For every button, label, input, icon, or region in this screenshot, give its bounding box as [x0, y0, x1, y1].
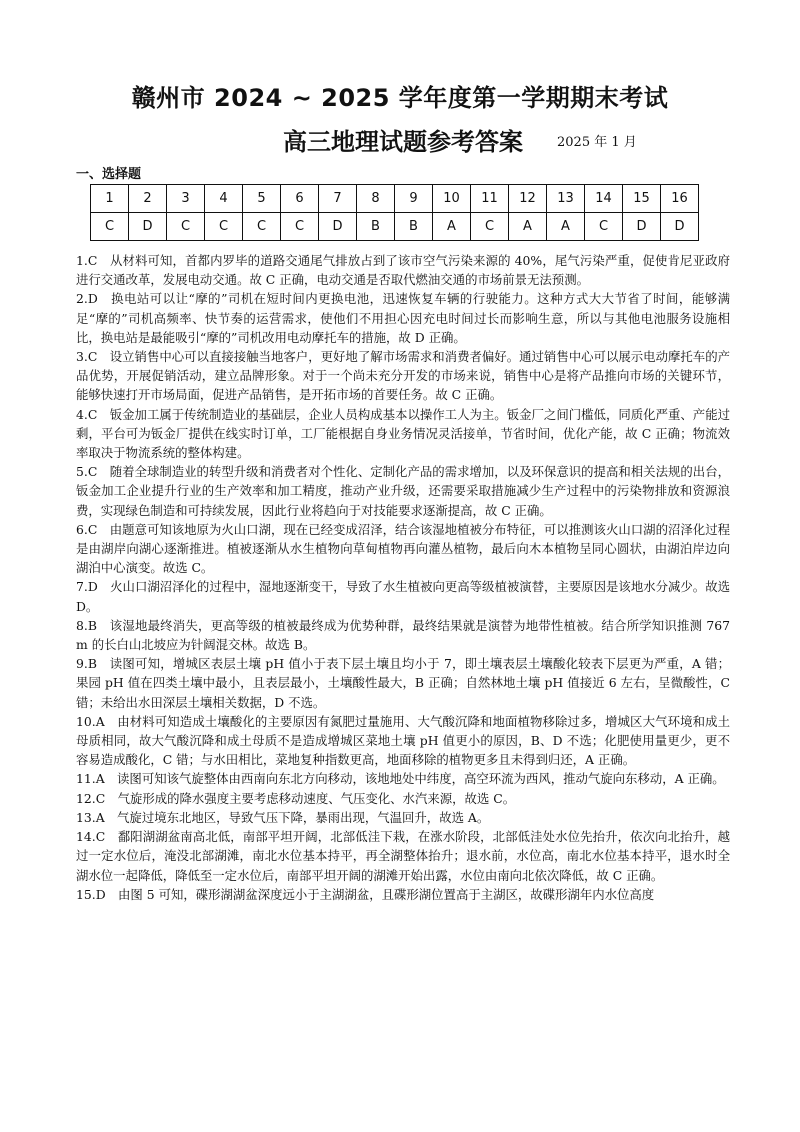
question-number-cell: 6: [281, 185, 319, 213]
question-number-cell: 3: [167, 185, 205, 213]
explanation-item: 12.C 气旋形成的降水强度主要考虑移动速度、气压变化、水汽来源，故选 C。: [76, 790, 516, 806]
answer-cell: C: [243, 213, 281, 241]
answer-cell: C: [205, 213, 243, 241]
answer-cell: A: [433, 213, 471, 241]
question-number-cell: 12: [509, 185, 547, 213]
answer-cell: D: [129, 213, 167, 241]
answer-key-title: 高三地理试题参考答案: [283, 128, 523, 156]
question-number-cell: 9: [395, 185, 433, 213]
explanation-list: [76, 251, 730, 904]
question-number-cell: 5: [243, 185, 281, 213]
explanation-item: 10.A 由材料可知造成土壤酸化的主要原因有氮肥过量施用、大气酸沉降和地面植物移除过多，增城区大气环境和成土母质相同，故大气酸沉降和成土母质不是造成增城区菜地土壤 pH 值更小的原因，B、D 不选；化肥使用量更少，更不容易造成酸化，C 错；与水田相比，菜地复种指数更高，地面移除的植物更多且未得到归还，A 正确。: [76, 713, 730, 768]
answer-cell: A: [547, 213, 585, 241]
explanation-item: 9.B 读图可知，增城区表层土壤 pH 值小于表下层土壤且均小于 7，即土壤表层土壤酸化较表下层更为严重，A 错；果园 pH 值在四类土壤中最小，且表层最小，土壤酸性最大，B 正确；自然林地土壤 pH 值接近 6 左右，呈微酸性，C 错；未给出水田深层土壤相关数据，D 不选。: [76, 656, 730, 710]
explanation-item: 2.D 换电站可以让“摩的”司机在短时间内更换电池，迅速恢复车辆的行驶能力。这种方式大大节省了时间，能够满足“摩的”司机高频率、快节奏的运营需求，使他们不用担心因充电时间过长而影响生意，所以与其他电池服务设施相比，换电站是最能吸引“摩的”司机改用电动摩托车的措施，故 D 正确。: [76, 291, 730, 345]
question-number-cell: 2: [129, 185, 167, 213]
answer-cell: C: [167, 213, 205, 241]
question-number-cell: 7: [319, 185, 357, 213]
answer-cell: C: [281, 213, 319, 241]
explanation-item: 1.C 从材料可知，首都内罗毕的道路交通尾气排放占到了该市空气污染来源的 40%，尾气污染严重，促使肯尼亚政府进行交通改革，发展电动交通。故 C 正确，电动交通是否取代燃油交通的市场前景无法预测。: [76, 253, 730, 288]
question-number-cell: 16: [661, 185, 699, 213]
question-number-cell: 10: [433, 185, 471, 213]
question-number-cell: 4: [205, 185, 243, 213]
explanation-item: 8.B 该湿地最终消失，更高等级的植被最终成为优势种群，最终结果就是演替为地带性植被。结合所学知识推测 767m 的长白山北坡应为针阔混交林。故选 B。: [76, 617, 730, 653]
answer-table: [90, 184, 699, 241]
explanation-item: 6.C 由题意可知该地原为火山口湖，现在已经变成沼泽，结合该湿地植被分布特征，可以推测该火山口湖的沼泽化过程是由湖岸向湖心逐渐推进。植被逐渐从水生植物向草甸植物再向灌丛植物，最后向木本植物呈同心圆状，由湖泊岸边向湖泊中心演变。故选 C。: [76, 521, 730, 576]
question-number-cell: 8: [357, 185, 395, 213]
exam-title: 赣州市 2024 ~ 2025 学年度第一学期期末考试: [131, 84, 669, 112]
question-number-cell: 13: [547, 185, 585, 213]
explanation-item: 4.C 钣金加工属于传统制造业的基础层，企业人员构成基本以操作工人为主。钣金厂之间门槛低，同质化严重、产能过剩，平台可为钣金厂提供在线实时订单，工厂能根据自身业务情况灵活接单，节省时间，优化产能，故 C 正确；物流效率取决于物流系统的整体构建。: [76, 406, 730, 461]
explanation-item: 7.D 火山口湖沼泽化的过程中，湿地逐渐变干，导致了水生植被向更高等级植被演替，主要原因是该地水分减少。故选 D。: [76, 579, 730, 614]
answer-cell: B: [357, 213, 395, 241]
question-number-cell: 1: [91, 185, 129, 213]
explanation-item: 15.D 由图 5 可知，碟形湖湖盆深度远小于主湖湖盆，且碟形湖位置高于主湖区，故碟形湖年内水位高度: [76, 886, 655, 902]
question-number-row: [91, 185, 699, 213]
explanation-item: 13.A 气旋过境东北地区，导致气压下降，暴雨出现，气温回升，故选 A。: [76, 809, 490, 825]
explanation-item: 11.A 读图可知该气旋整体由西南向东北方向移动，该地地处中纬度，高空环流为西风，推动气旋向东移动，A 正确。: [76, 771, 725, 787]
answer-cell: B: [395, 213, 433, 241]
question-number-cell: 14: [585, 185, 623, 213]
exam-date: 2025 年 1 月: [557, 135, 637, 150]
explanation-item: 14.C 鄱阳湖湖盆南高北低，南部平坦开阔，北部低洼下栽，在涨水阶段，北部低洼处水位先抬升，依次向北抬升，越过一定水位后，淹没北部湖滩，南北水位基本持平，再全湖整体抬升；退水前，水位高，南北水位基本持平，退水时全湖水位一起降低，降低至一定水位后，南部平坦开阔的湖滩开始出露，水位由南向北依次降低，故 C 正确。: [76, 829, 730, 883]
answer-cell: C: [471, 213, 509, 241]
explanation-item: 3.C 设立销售中心可以直接接触当地客户，更好地了解市场需求和消费者偏好。通过销售中心可以展示电动摩托车的产品优势，开展促销活动，建立品牌形象。对于一个尚未充分开发的市场来说，销售中心是将产品推向市场的关键环节，能够快速打开市场局面，促进产品销售，是开拓市场的首要任务。故 C 正确。: [76, 349, 730, 403]
answer-cell: D: [623, 213, 661, 241]
section-heading-multiple-choice: 一、选择题: [76, 167, 142, 182]
question-number-cell: 11: [471, 185, 509, 213]
answer-letter-row: [91, 213, 699, 241]
answer-cell: D: [319, 213, 357, 241]
answer-cell: A: [509, 213, 547, 241]
explanation-item: 5.C 随着全球制造业的转型升级和消费者对个性化、定制化产品的需求增加，以及环保意识的提高和相关法规的出台，钣金加工企业提升行业的生产效率和加工精度，推动产业升级，还需要采取措施减少生产过程中的污染物排放和资源浪费，实现绿色制造和可持续发展，因此行业将趋向于对技能要求逐渐提高，故 C 正确。: [76, 464, 730, 518]
question-number-cell: 15: [623, 185, 661, 213]
answer-cell: C: [91, 213, 129, 241]
answer-cell: C: [585, 213, 623, 241]
answer-cell: D: [661, 213, 699, 241]
